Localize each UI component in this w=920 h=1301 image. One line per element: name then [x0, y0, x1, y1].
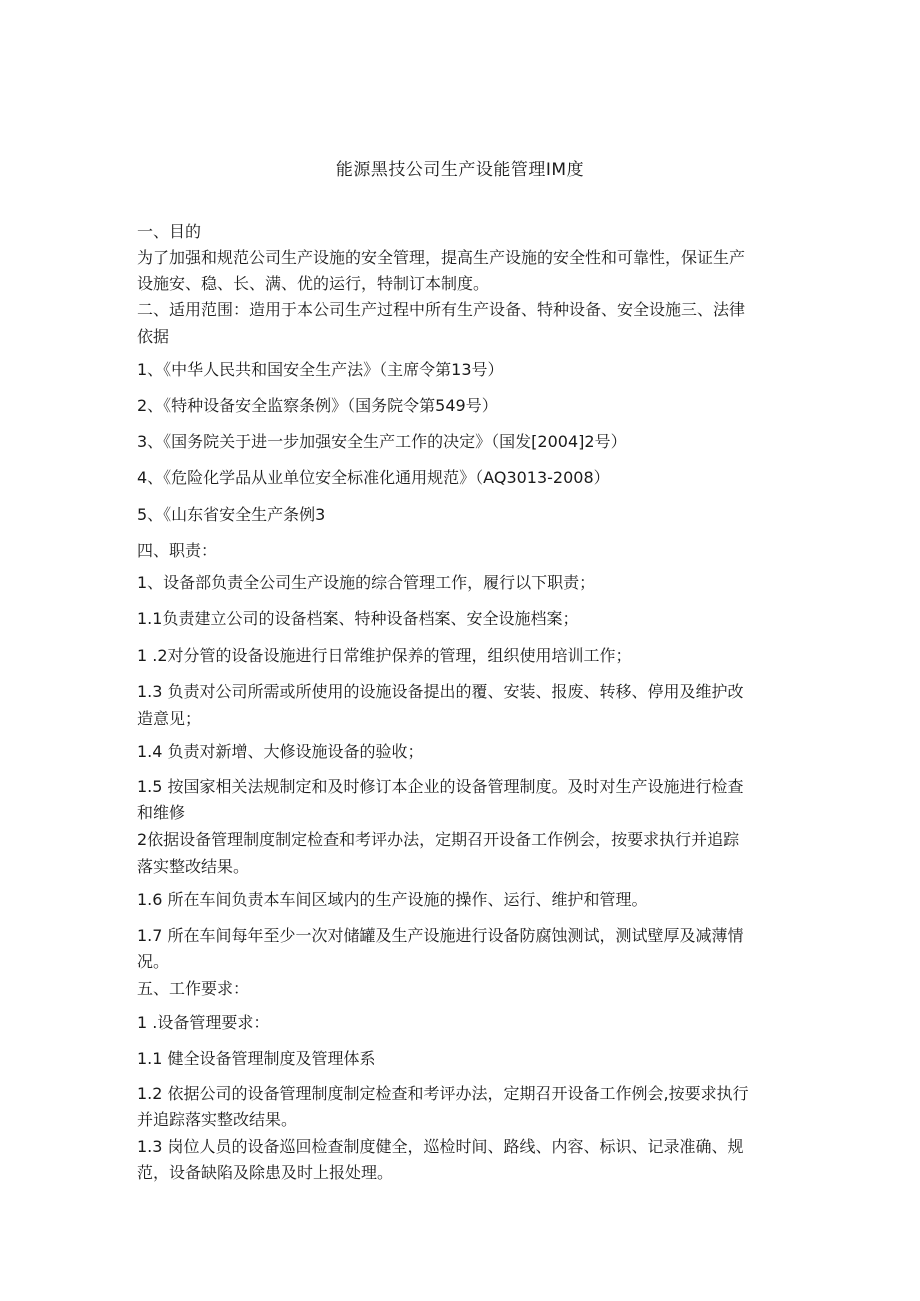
paragraph-line: 为了加强和规范公司生产设施的安全管理，提高生产设施的安全性和可靠性，保证生产 [137, 248, 746, 267]
section-heading-scope: 二、适用范围：造用于本公司生产过程中所有生产设备、特种设备、安全设施三、法律 [137, 300, 746, 319]
list-item: 1 .2对分管的设备设施进行日常维护保养的管理，组织使用培训工作； [137, 646, 632, 665]
list-item: 1.1 健全设备管理制度及管理体系 [137, 1049, 376, 1068]
paragraph-line: 落实整改结果。 [137, 857, 250, 876]
list-item: 3、《国务院关于进一步加强安全生产工作的决定》（国发[2004]2号） [137, 432, 627, 451]
list-item: 1、《中华人民共和国安全生产法》（主席令第13号） [137, 360, 504, 379]
list-item: 1、设备部负责全公司生产设施的综合管理工作，履行以下职责； [137, 573, 596, 592]
list-item: 4、《危险化学品从业单位安全标准化通用规范》（AQ3013-2008） [137, 468, 610, 487]
list-item: 1.2 依据公司的设备管理制度制定检查和考评办法，定期召开设备工作例会,按要求执行 [137, 1084, 749, 1103]
paragraph-line: 2依据设备管理制度制定检查和考评办法，定期召开设备工作例会，按要求执行并追踪 [137, 830, 740, 849]
list-item: 1.6 所在车间负责本车间区域内的生产设施的操作、运行、维护和管理。 [137, 890, 648, 909]
section-heading-duties: 四、职责： [137, 541, 218, 560]
list-item: 1.4 负责对新增、大修设施设备的验收； [137, 742, 424, 761]
section-heading-requirements: 五、工作要求： [137, 979, 250, 998]
paragraph-line: 范，设备缺陷及除患及时上报处理。 [137, 1163, 394, 1182]
paragraph-line: 依据 [137, 327, 170, 346]
list-item: 1.3 负责对公司所需或所使用的设施设备提出的覆、安装、报废、转移、停用及维护改 [137, 682, 744, 701]
list-item: 1.1负责建立公司的设备档案、特种设备档案、安全设施档案； [137, 609, 579, 628]
list-item: 2、《特种设备安全监察条例》（国务院令第549号） [137, 396, 498, 415]
paragraph-line: 造意见； [137, 709, 202, 728]
paragraph-line: 并追踪落实整改结果。 [137, 1110, 298, 1129]
document-title: 能源黑技公司生产设能管理IM度 [335, 160, 585, 180]
paragraph-line: 况。 [137, 952, 170, 971]
list-item: 1.5 按国家相关法规制定和及时修订本企业的设备管理制度。及时对生产设施进行检查 [137, 777, 744, 796]
list-item: 1 .设备管理要求： [137, 1013, 270, 1032]
list-item: 1.3 岗位人员的设备巡回检查制度健全，巡检时间、路线、内容、标识、记录准确、规 [137, 1137, 744, 1156]
list-item: 5、《山东省安全生产条例3 [137, 505, 326, 524]
paragraph-line: 设施安、稳、长、满、优的运行，特制订本制度。 [137, 274, 490, 293]
list-item: 1.7 所在车间每年至少一次对储罐及生产设施进行设备防腐蚀测试，测试壁厚及减薄情 [137, 926, 744, 945]
paragraph-line: 和维修 [137, 803, 186, 822]
section-heading-purpose: 一、目的 [137, 222, 202, 241]
